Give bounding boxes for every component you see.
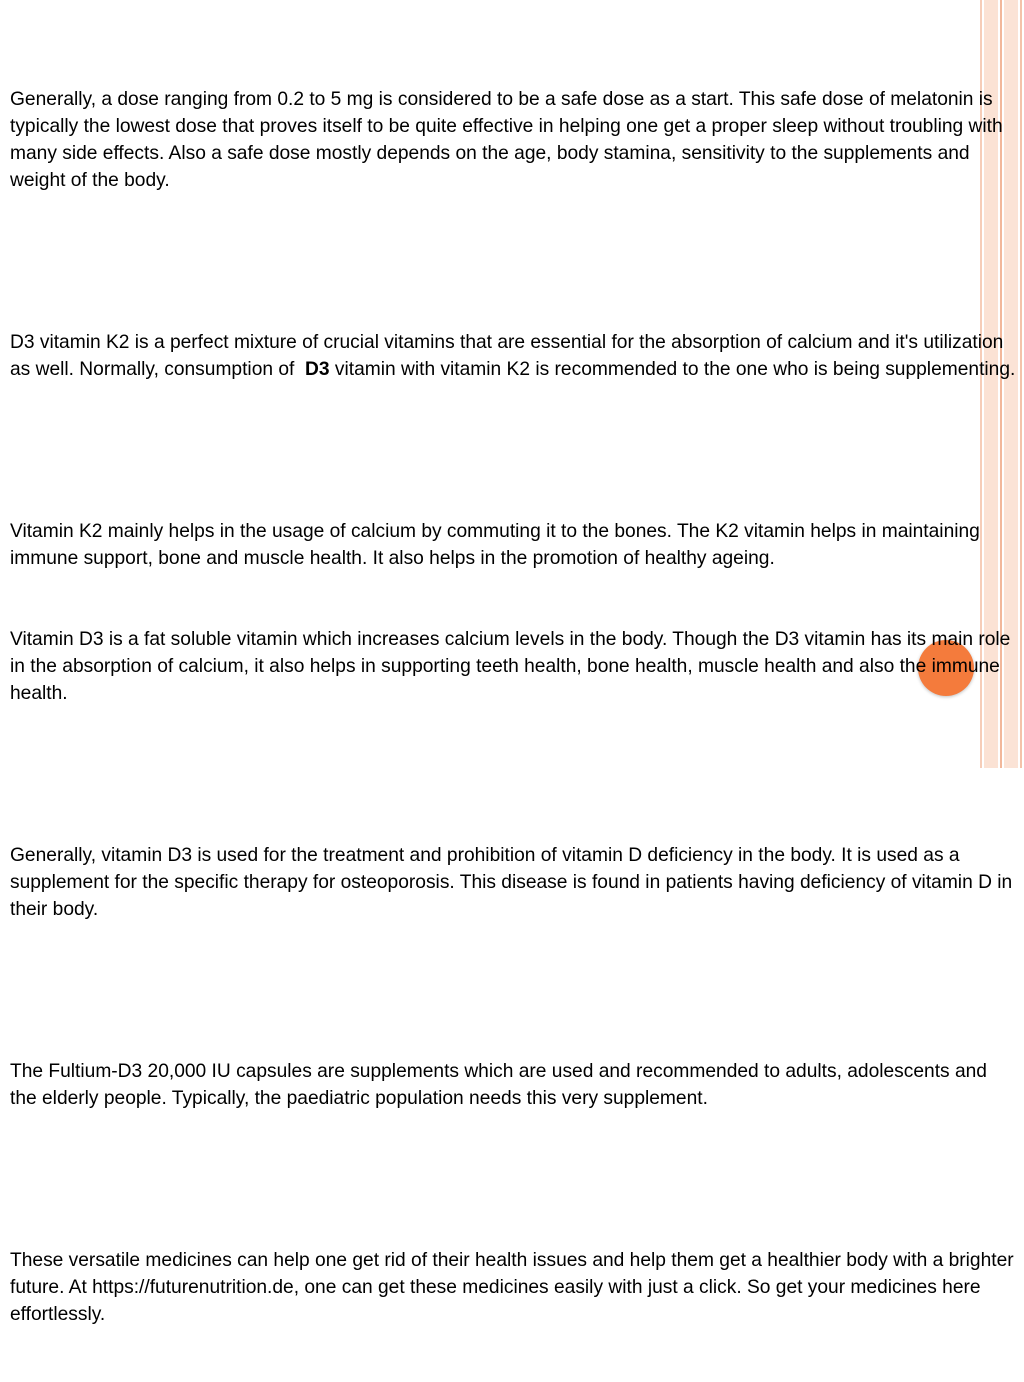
paragraph-closing: These versatile medicines can help one get rid of their health issues and help them get a healthier body with a brighter future. At https://futurenutrition.de, one can get these medicines easily with just a click. So get your medicines here effortlessly.: [10, 1250, 1020, 1325]
paragraph-gap: [10, 1166, 1018, 1193]
paragraph-gap: [10, 977, 1018, 1004]
stripe-line: [1020, 0, 1022, 768]
paragraph-d3-benefits: Vitamin D3 is a fat soluble vitamin which increases calcium levels in the body. Though the D3 vitamin has its main role in the absorption of calcium, it also helps in supporting teeth health, bone health, muscle health and also the immune health.: [10, 629, 1016, 704]
paragraph-d3-k2-text-start: D3 vitamin K2 is a perfect mixture of crucial vitamins that are essential for the absorption of calcium and it's utilization as well. Normally, consumption of: [10, 332, 1009, 380]
paragraph-melatonin-dose: Generally, a dose ranging from 0.2 to 5 mg is considered to be a safe dose as a start. This safe dose of melatonin is typically the lowest dose that proves itself to be quite effective in helping one get a proper sleep without troubling with many side effects. Also a safe dose mostly depends on the age, body stamina, sensitivity to the supplements and weight of the body.: [10, 89, 1009, 191]
paragraph-d3-treatment: Generally, vitamin D3 is used for the treatment and prohibition of vitamin D deficiency in the body. It is used as a supplement for the specific therapy for osteoporosis. This disease is found in patients having deficiency of vitamin D in their body.: [10, 845, 1018, 920]
bold-keyword-d3: D3: [305, 359, 330, 380]
paragraph-d3-k2-text-end: vitamin with vitamin K2 is recommended to the one who is being supplementing.: [329, 359, 1016, 380]
paragraph-gap: [10, 248, 1018, 275]
paragraph-k2-benefits: Vitamin K2 mainly helps in the usage of calcium by commuting it to the bones. The K2 vitamin helps in maintaining immune support, bone and muscle health. It also helps in the promotion of healthy ageing.: [10, 521, 986, 569]
paragraph-gap: [10, 761, 1018, 788]
slide-body-text: [10, 32, 1018, 1382]
paragraph-fultium-d3: The Fultium-D3 20,000 IU capsules are supplements which are used and recommended to adults, adolescents and the elderly people. Typically, the paediatric population needs this very supplement.: [10, 1061, 993, 1109]
paragraph-d3-k2: [10, 329, 1018, 383]
paragraph-gap: [10, 437, 1018, 464]
